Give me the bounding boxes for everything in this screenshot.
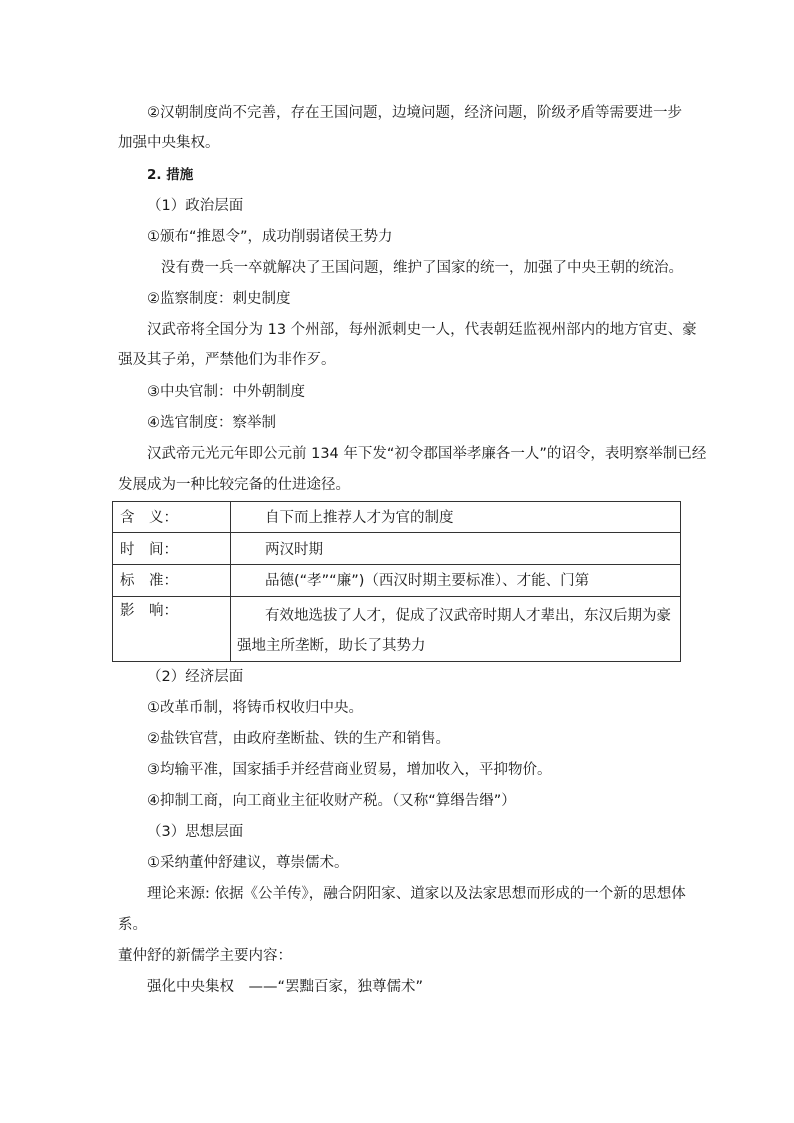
- ideological-heading: （3）思想层面: [147, 824, 244, 840]
- new-confucianism-item-1: 强化中央集权 ——“罢黜百家，独尊儒术”: [147, 979, 424, 995]
- political-item-2-line-2: 强及其子弟，严禁他们为非作歹。: [118, 352, 336, 368]
- table-row: [113, 533, 681, 565]
- economic-item-2: ②盐铁官营，由政府垄断盐、铁的生产和销售。: [147, 731, 450, 747]
- economic-heading: （2）经济层面: [147, 669, 244, 685]
- political-item-2-line-1: 汉武帝将全国分为 13 个州部，每州派刺史一人，代表朝廷监视州部内的地方官吏、豪: [147, 322, 697, 338]
- political-item-4: ④选官制度：察举制: [147, 415, 276, 431]
- table-key: 时 间：: [113, 533, 231, 565]
- theory-source-line-1: 理论来源: 依据《公羊传》，融合阴阳家、道家以及法家思想而形成的一个新的思想体: [147, 886, 686, 902]
- economic-item-1: ①改革币制，将铸币权收归中央。: [147, 700, 363, 716]
- table-row: [113, 502, 681, 533]
- table-value: 有效地选拔了人才，促成了汉武帝时期人才辈出，东汉后期为豪强地主所垄断，助长了其势力: [237, 608, 671, 654]
- table-row: [113, 565, 681, 597]
- political-heading: （1）政治层面: [147, 198, 244, 214]
- political-item-1-note: 没有费一兵一卒就解决了王国问题，维护了国家的统一，加强了中央王朝的统治。: [161, 260, 683, 276]
- table-value: 两汉时期: [265, 542, 323, 558]
- section-heading-measures: 2. 措施: [147, 167, 194, 183]
- paragraph-2-line-1: ②汉朝制度尚不完善，存在王国问题，边境问题，经济问题，阶级矛盾等需要进一步: [147, 105, 682, 121]
- ideological-item-1: ①采纳董仲舒建议，尊崇儒术。: [147, 855, 349, 871]
- political-item-3: ③中央官制：中外朝制度: [147, 384, 305, 400]
- theory-source-line-2: 系。: [118, 917, 147, 933]
- table-key: 影 响：: [113, 597, 231, 662]
- recommendation-system-table: [112, 501, 681, 662]
- table-row: [113, 597, 681, 662]
- political-item-2: ②监察制度：刺史制度: [147, 291, 291, 307]
- political-item-4-line-1: 汉武帝元光元年即公元前 134 年下发“初令郡国举孝廉各一人”的诏令，表明察举制已经: [147, 446, 707, 462]
- paragraph-2-line-2: 加强中央集权。: [118, 135, 220, 151]
- political-item-4-line-2: 发展成为一种比较完备的仕进途径。: [118, 477, 350, 493]
- economic-item-3: ③均输平准，国家插手并经营商业贸易，增加收入，平抑物价。: [147, 762, 552, 778]
- table-value: 品德(“孝”“廉”)（西汉时期主要标准）、才能、门第: [265, 573, 590, 589]
- table-value: 自下而上推荐人才为官的制度: [265, 510, 454, 526]
- new-confucianism-title: 董仲舒的新儒学主要内容：: [118, 948, 292, 964]
- table-key: 标 准：: [113, 565, 231, 597]
- table-key: 含 义：: [113, 502, 231, 533]
- economic-item-4: ④抑制工商，向工商业主征收财产税。（又称“算缗告缗”）: [147, 793, 516, 809]
- political-item-1: ①颁布“推恩令”，成功削弱诸侯王势力: [147, 229, 393, 245]
